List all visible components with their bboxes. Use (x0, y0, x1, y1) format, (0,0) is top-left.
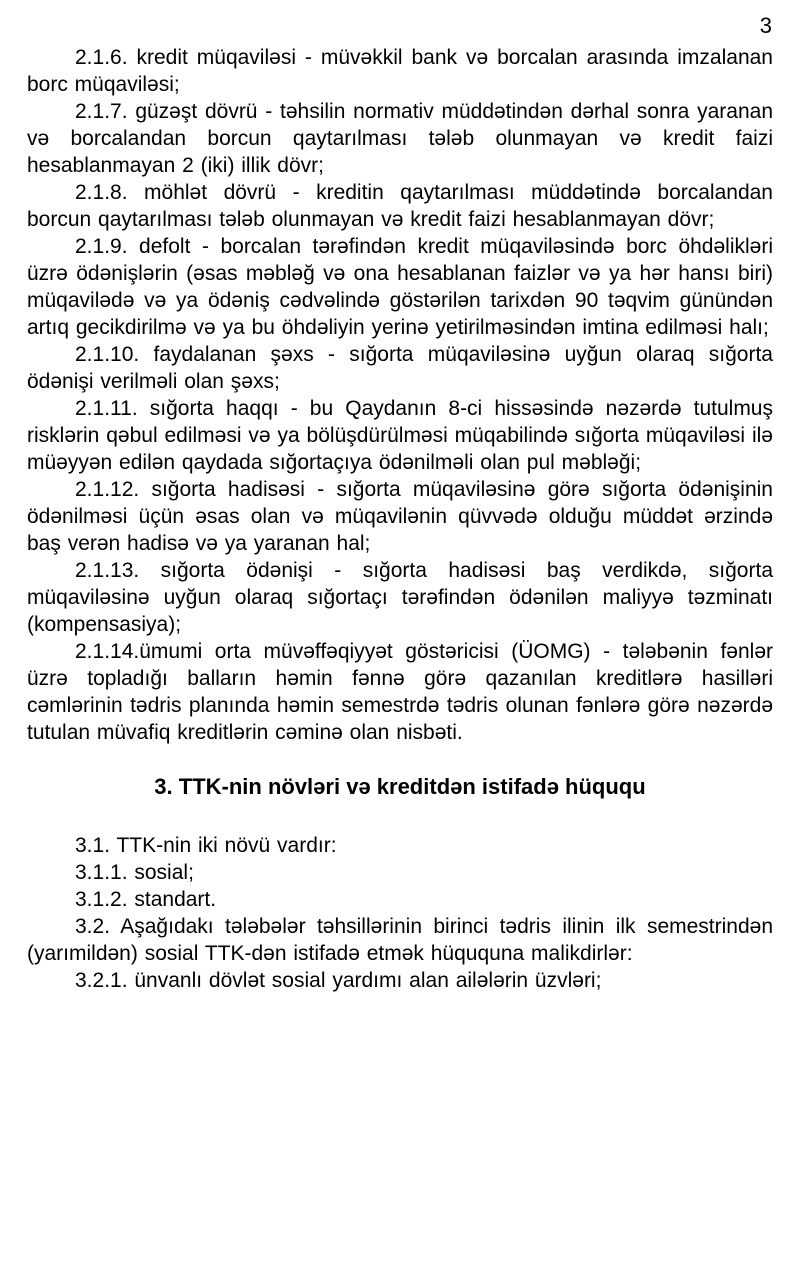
paragraph-2-1-6: 2.1.6. kredit müqaviləsi - müvəkkil bank və borcalan arasında imzalanan borc müqaviləsi; (27, 46, 773, 96)
paragraph-2-1-9: 2.1.9. defolt - borcalan tərəfindən kredit müqaviləsində borc öhdəlikləri üzrə ödənişlərin (əsas məbləğ və ona hesablanan faizlər və ya hər hansı biri) müqavilədə və ya ödəniş cədvəlində göstərilən tarixdən 90 təqvim günündən artıq gecikdirilmə və ya bu öhdəliyin yerinə yetirilməsindən imtina edilməsi halı; (27, 235, 773, 339)
page-number: 3 (759, 13, 772, 38)
paragraph-2-1-13: 2.1.13. sığorta ödənişi - sığorta hadisəsi baş verdikdə, sığorta müqaviləsinə uyğun olaraq sığortaçı tərəfindən ödənilən maliyyə təzminatı (kompensasiya); (27, 559, 773, 636)
paragraph-3-1-1: 3.1.1. sosial; (75, 861, 194, 884)
paragraph-2-1-11: 2.1.11. sığorta haqqı - bu Qaydanın 8-ci hissəsində nəzərdə tutulmuş risklərin qəbul edilməsi və ya bölüşdürülməsi müqabilində sığorta müqaviləsi ilə müəyyən edilən qaydada sığortaçıya ödənilməli olan pul məbləği; (27, 397, 773, 474)
paragraph-2-1-7: 2.1.7. güzəşt dövrü - təhsilin normativ müddətindən dərhal sonra yaranan və borcalandan borcun qaytarılması tələb olunmayan və kredit faizi hesablanmayan 2 (iki) illik dövr; (27, 100, 773, 177)
paragraph-2-1-12: 2.1.12. sığorta hadisəsi - sığorta müqaviləsinə görə sığorta ödənişinin ödənilməsi üçün əsas olan və müqavilənin qüvvədə olduğu müddət ərzində baş verən hadisə və ya yaranan hal; (27, 478, 773, 555)
paragraph-2-1-8: 2.1.8. möhlət dövrü - kreditin qaytarılması müddətində borcalandan borcun qaytarılması tələb olunmayan və kredit faizi hesablanmayan dövr; (27, 181, 773, 231)
paragraph-2-1-14: 2.1.14.ümumi orta müvəffəqiyyət göstəricisi (ÜOMG) - tələbənin fənlər üzrə topladığı balların həmin fənnə görə qazanılan kreditlərə hasilləri cəmlərinin tədris planında həmin semestrdə tədris olunan fənlərə görə nəzərdə tutulan müvafiq kreditlərin cəminə olan nisbəti. (27, 640, 773, 744)
paragraph-3-2-1: 3.2.1. ünvanlı dövlət sosial yardımı alan ailələrin üzvləri; (75, 969, 602, 992)
paragraph-2-1-10: 2.1.10. faydalanan şəxs - sığorta müqaviləsinə uyğun olaraq sığorta ödənişi verilməli olan şəxs; (27, 343, 773, 393)
paragraph-3-1: 3.1. TTK-nin iki növü vardır: (75, 834, 337, 857)
paragraph-3-1-2: 3.1.2. standart. (75, 888, 217, 911)
section-3-heading: 3. TTK-nin növləri və kreditdən istifadə hüququ (154, 774, 646, 799)
paragraph-3-2: 3.2. Aşağıdakı tələbələr təhsillərinin birinci tədris ilinin ilk semestrindən (yarımildən) sosial TTK-dən istifadə etmək hüququna malikdirlər: (27, 915, 773, 965)
